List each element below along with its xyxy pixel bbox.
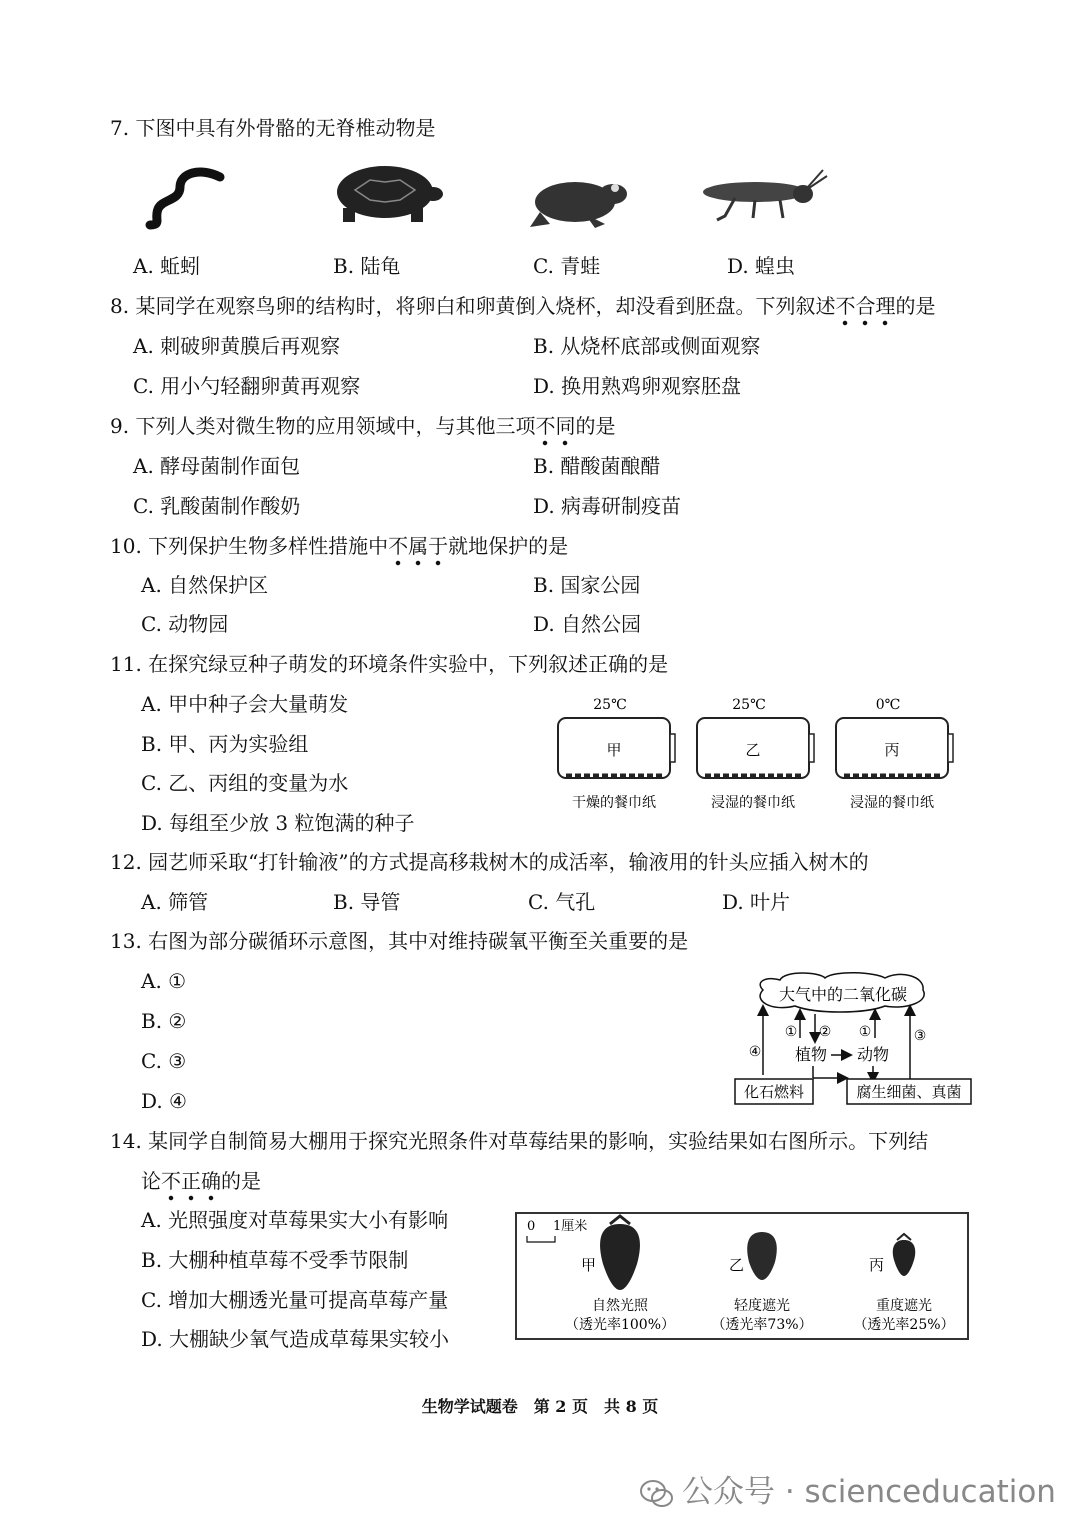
svg-text:②: ②	[818, 1024, 832, 1040]
frog-image	[525, 172, 630, 232]
q12-stem: 12. 园艺师采取“打针输液”的方式提高移栽树木的成活率，输液用的针头应插入树木的	[110, 850, 869, 874]
group-label: 乙	[729, 1256, 745, 1274]
fossil-fuel-label: 化石燃料	[743, 1083, 805, 1101]
jar-yi	[697, 697, 814, 811]
q10-option-c: C. 动物园	[141, 612, 229, 636]
jar-bing	[836, 697, 953, 811]
q7-option-b: B. 陆龟	[333, 254, 401, 278]
q7-option-c: C. 青蛙	[533, 254, 601, 278]
q9-option-d: D. 病毒研制疫苗	[533, 494, 682, 518]
jar-temp: 0℃	[875, 697, 901, 713]
q13-stem: 13. 右图为部分碳循环示意图，其中对维持碳氧平衡至关重要的是	[110, 929, 689, 953]
q10-emphasis: 不属于	[388, 534, 448, 566]
q8-option-d: D. 换用熟鸡卵观察胚盘	[533, 374, 742, 398]
q13-option-c: C. ③	[141, 1049, 187, 1073]
q8-option-b: B. 从烧杯底部或侧面观察	[533, 334, 761, 358]
plant-label: 植物	[794, 1045, 828, 1064]
q14-option-b: B. 大棚种植草莓不受季节限制	[141, 1248, 409, 1272]
jar-label: 乙	[745, 741, 761, 759]
jar-caption: 浸湿的餐巾纸	[850, 795, 934, 811]
jar-jia	[558, 697, 675, 811]
q7-option-a: A. 蚯蚓	[133, 254, 201, 278]
q8-stem: 8. 某同学在观察鸟卵的结构时，将卵白和卵黄倒入烧杯，却没看到胚盘。下列叙述不合理的是	[110, 296, 935, 316]
jar-label: 甲	[606, 741, 622, 759]
svg-text:（透光率100%）: （透光率100%）	[564, 1317, 676, 1333]
q8-emphasis: 不合理	[835, 294, 895, 326]
q10-option-d: D. 自然公园	[533, 612, 642, 636]
q7-stem: 7. 下图中具有外骨骼的无脊椎动物是	[110, 116, 436, 140]
q14-emphasis: 不正确	[161, 1169, 221, 1201]
q9-stem: 9. 下列人类对微生物的应用领域中，与其他三项不同的是	[110, 416, 615, 436]
page-footer: 生物学试题卷 第 2 页 共 8 页	[421, 1397, 659, 1416]
q10-stem: 10. 下列保护生物多样性措施中不属于就地保护的是	[110, 536, 568, 556]
q12-option-c: C. 气孔	[528, 890, 596, 914]
svg-text:重度遮光: 重度遮光	[876, 1298, 932, 1314]
svg-text:轻度遮光: 轻度遮光	[734, 1298, 790, 1314]
q10-option-a: A. 自然保护区	[141, 573, 269, 597]
q12-option-b: B. 导管	[333, 890, 401, 914]
svg-text:（透光率25%）: （透光率25%）	[853, 1317, 955, 1333]
q8-option-a: A. 刺破卵黄膜后再观察	[133, 334, 341, 358]
q11-option-b: B. 甲、丙为实验组	[141, 732, 309, 756]
strawberry-result-figure	[515, 1212, 969, 1340]
jar-caption: 浸湿的餐巾纸	[711, 795, 795, 811]
q9-option-b: B. 醋酸菌酿醋	[533, 454, 661, 478]
carbon-cycle-diagram	[725, 970, 980, 1110]
grasshopper-image	[695, 168, 830, 226]
q8-option-c: C. 用小勺轻翻卵黄再观察	[133, 374, 361, 398]
q11-option-c: C. 乙、丙组的变量为水	[141, 771, 349, 795]
scale-zero: 0	[527, 1219, 536, 1234]
q12-option-a: A. 筛管	[141, 890, 209, 914]
svg-text:（透光率73%）: （透光率73%）	[711, 1317, 813, 1333]
cloud-label: 大气中的二氧化碳	[778, 985, 908, 1004]
q14-option-a: A. 光照强度对草莓果实大小有影响	[141, 1208, 449, 1232]
q12-option-d: D. 叶片	[722, 890, 791, 914]
q9-emphasis: 不同	[535, 414, 575, 446]
tortoise-image	[325, 160, 445, 230]
animal-label: 动物	[856, 1045, 890, 1064]
q10-option-b: B. 国家公园	[533, 573, 641, 597]
jar-caption: 干燥的餐巾纸	[572, 795, 656, 811]
watermark-text: 公众号 · scienceducation	[682, 1474, 1056, 1510]
jar-temp: 25℃	[593, 697, 627, 713]
jar-temp: 25℃	[732, 697, 766, 713]
q13-option-a: A. ①	[141, 969, 187, 993]
q13-option-d: D. ④	[141, 1089, 187, 1113]
q11-option-a: A. 甲中种子会大量萌发	[141, 692, 349, 716]
q9-option-a: A. 酵母菌制作面包	[133, 454, 301, 478]
q14-option-c: C. 增加大棚透光量可提高草莓产量	[141, 1288, 449, 1312]
jar-label: 丙	[884, 741, 900, 759]
q11-stem: 11. 在探究绿豆种子萌发的环境条件实验中，下列叙述正确的是	[110, 652, 669, 676]
q9-option-c: C. 乳酸菌制作酸奶	[133, 494, 301, 518]
q7-option-d: D. 蝗虫	[727, 254, 796, 278]
q13-option-b: B. ②	[141, 1009, 187, 1033]
svg-text:③: ③	[913, 1028, 927, 1044]
wechat-icon	[640, 1479, 674, 1509]
q11-option-d: D. 每组至少放 3 粒饱满的种子	[141, 811, 415, 835]
q14-option-d: D. 大棚缺少氧气造成草莓果实较小	[141, 1327, 450, 1351]
q14-stem: 14. 某同学自制简易大棚用于探究光照条件对草莓结果的影响，实验结果如右图所示。下列结	[110, 1129, 929, 1153]
svg-text:①: ①	[784, 1024, 798, 1040]
earthworm-image	[140, 165, 230, 230]
svg-text:自然光照: 自然光照	[592, 1298, 648, 1314]
group-label: 丙	[869, 1256, 885, 1274]
svg-text:④: ④	[748, 1044, 762, 1060]
decomposer-label: 腐生细菌、真菌	[856, 1083, 962, 1101]
group-label: 甲	[581, 1256, 597, 1274]
seed-germination-diagram	[550, 692, 970, 817]
svg-text:①: ①	[858, 1024, 872, 1040]
q14-stem-line2: 论不正确的是	[141, 1171, 261, 1191]
watermark	[640, 1466, 1056, 1511]
scale-label: 1厘米	[553, 1219, 588, 1234]
